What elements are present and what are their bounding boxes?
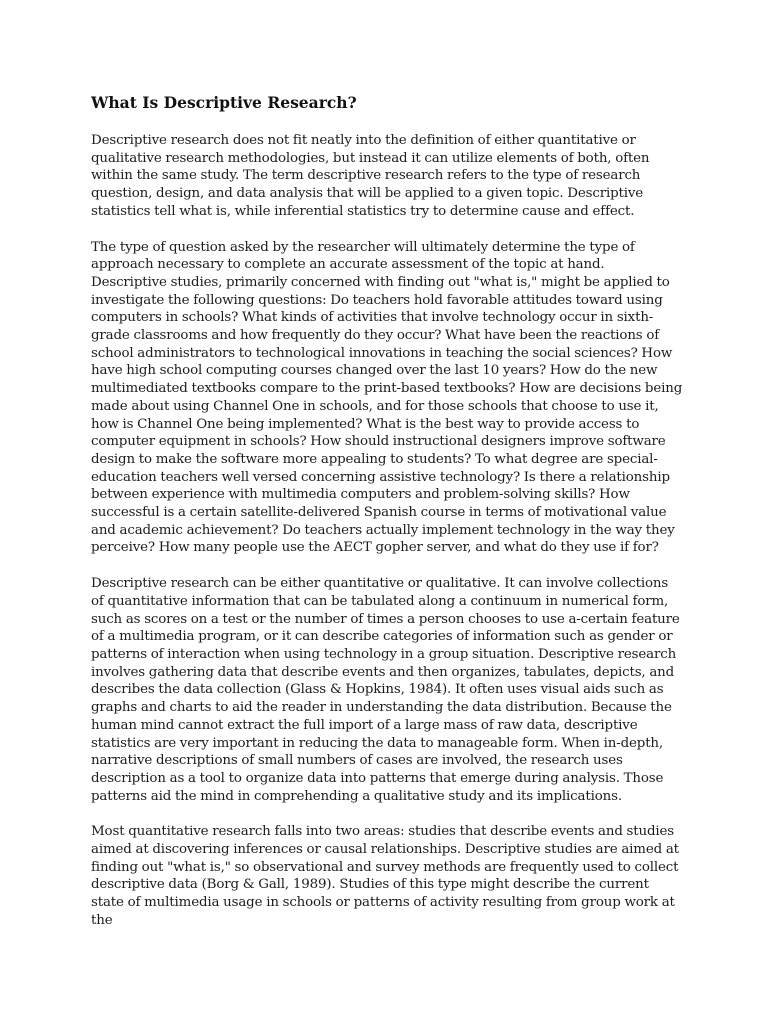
paragraph-2: The type of question asked by the researcher will ultimately determine the type of approach necessary to complete an accurate assessment of the topic at hand. Descriptive studies, primarily concerned with finding out "what is," might be applied to investigate the following questions: Do teachers hold favorable attitudes toward using computers in schools? What kinds of activities that involve technology occur in sixth-grade classrooms and how frequently do they occur? What have been the reactions of school administrators to technological innovations in teaching the social sciences? How have high school computing courses changed over the last 10 years? How do the new multimediated textbooks compare to the print-based textbooks? How are decisions being made about using Channel One in schools, and for those schools that choose to use it, how is Channel One being implemented? What is the best way to provide access to computer equipment in schools? How should instructional designers improve software design to make the software more appealing to students? To what degree are special-education teachers well versed concerning assistive technology? Is there a relationship between experience with multimedia computers and problem-solving skills? How successful is a certain satellite-delivered Spanish course in terms of motivational value and academic achievement? Do teachers actually implement technology in the way they perceive? How many people use the AECT gopher server, and what do they use if for? (91, 239, 683, 556)
paragraph-3: Descriptive research can be either quantitative or qualitative. It can involve collections of quantitative information that can be tabulated along a continuum in numerical form, such as scores on a test or the number of times a person chooses to use a-certain feature of a multimedia program, or it can describe categories of information such as gender or patterns of interaction when using technology in a group situation. Descriptive research involves gathering data that describe events and then organizes, tabulates, depicts, and describes the data collection (Glass & Hopkins, 1984). It often uses visual aids such as graphs and charts to aid the reader in understanding the data distribution. Because the human mind cannot extract the full import of a large mass of raw data, descriptive statistics are very important in reducing the data to manageable form. When in-depth, narrative descriptions of small numbers of cases are involved, the research uses description as a tool to organize data into patterns that emerge during analysis. Those patterns aid the mind in comprehending a qualitative study and its implications. (91, 576, 680, 804)
document-title: What Is Descriptive Research? (91, 93, 357, 112)
paragraph-4: Most quantitative research falls into two areas: studies that describe events and studies aimed at discovering inferences or causal relationships. Descriptive studies are aimed at finding out "what is," so observational and survey methods are frequently used to collect descriptive data (Borg & Gall, 1989). Studies of this type might describe the current state of multimedia usage in schools or patterns of activity resulting from group work at the (91, 824, 679, 928)
document-body (91, 92, 683, 948)
paragraph-1: Descriptive research does not fit neatly into the definition of either quantitative or qualitative research methodologies, but instead it can utilize elements of both, often within the same study. The term descriptive research refers to the type of research question, design, and data analysis that will be applied to a given topic. Descriptive statistics tell what is, while inferential statistics try to determine cause and effect. (91, 133, 650, 219)
